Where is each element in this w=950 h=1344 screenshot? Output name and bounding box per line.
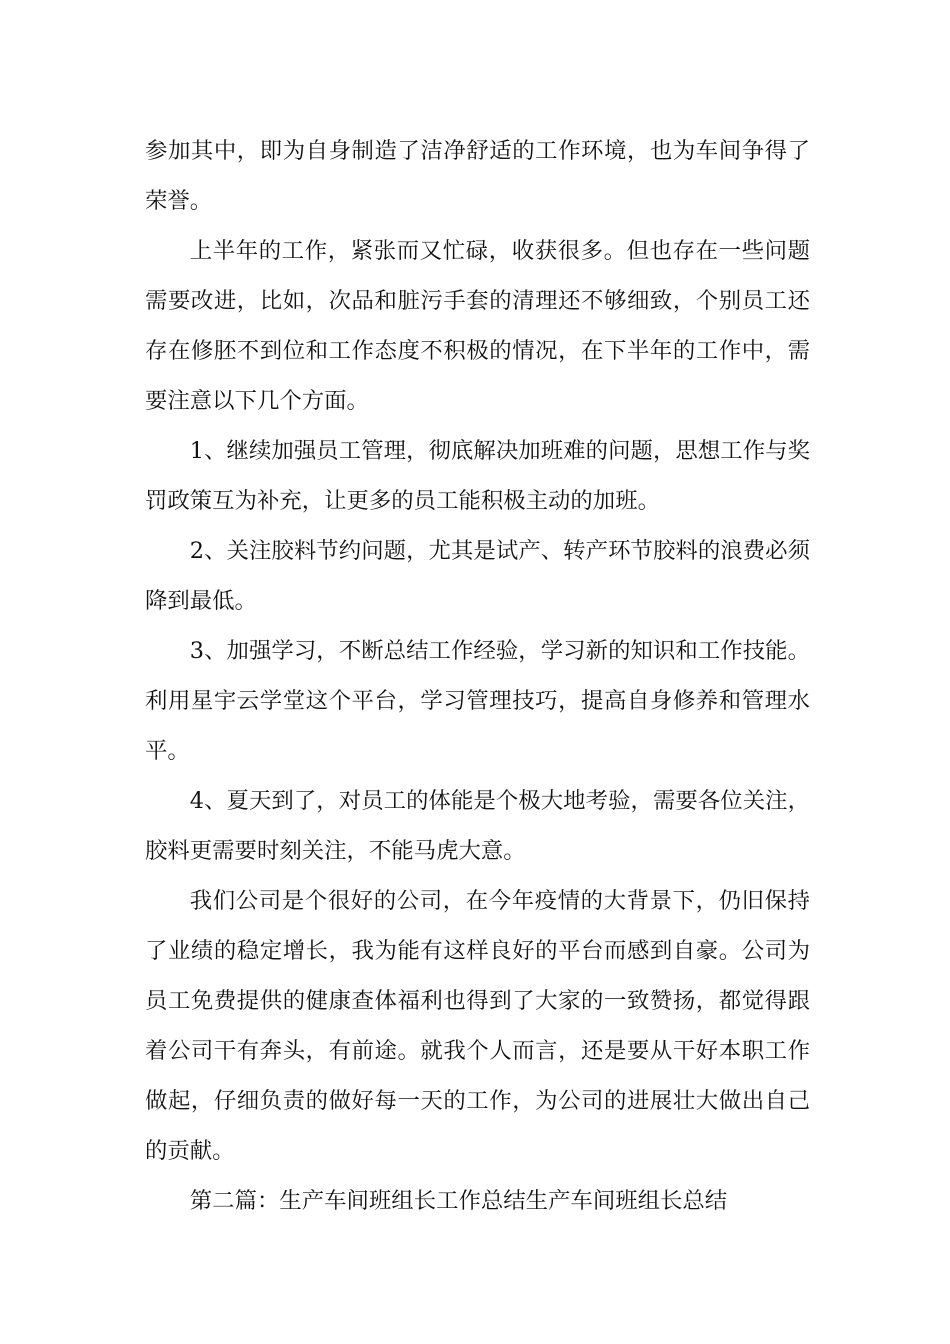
paragraph-3: 1、继续加强员工管理，彻底解决加班难的问题，思想工作与奖罚政策互为补充，让更多的员工能积极主动的加班。: [145, 438, 810, 514]
paragraph-5: 3、加强学习，不断总结工作经验，学习新的知识和工作技能。利用星宇云学堂这个平台，学习管理技巧，提高自身修养和管理水平。: [145, 638, 810, 764]
paragraph-4: 2、关注胶料节约问题，尤其是试产、转产环节胶料的浪费必须降到最低。: [145, 538, 810, 614]
document-body: [145, 126, 810, 1226]
paragraph-6: 4、夏天到了，对员工的体能是个极大地考验，需要各位关注，胶料更需要时刻关注，不能马虎大意。: [145, 788, 810, 864]
paragraph-7: 我们公司是个很好的公司，在今年疫情的大背景下，仍旧保持了业绩的稳定增长，我为能有这样良好的平台而感到自豪。公司为员工免费提供的健康查体福利也得到了大家的一致赞扬，都觉得跟着公司干有奔头，有前途。就我个人而言，还是要从干好本职工作做起，仔细负责的做好每一天的工作，为公司的进展壮大做出自己的贡献。: [145, 888, 810, 1164]
section-heading: 第二篇：生产车间班组长工作总结生产车间班组长总结: [189, 1188, 728, 1214]
paragraph-1: 参加其中，即为自身制造了洁净舒适的工作环境，也为车间争得了荣誉。: [145, 138, 810, 214]
paragraph-2: 上半年的工作，紧张而又忙碌，收获很多。但也存在一些问题需要改进，比如，次品和脏污手套的清理还不够细致，个别员工还存在修胚不到位和工作态度不积极的情况，在下半年的工作中，需要注意以下几个方面。: [145, 238, 810, 414]
